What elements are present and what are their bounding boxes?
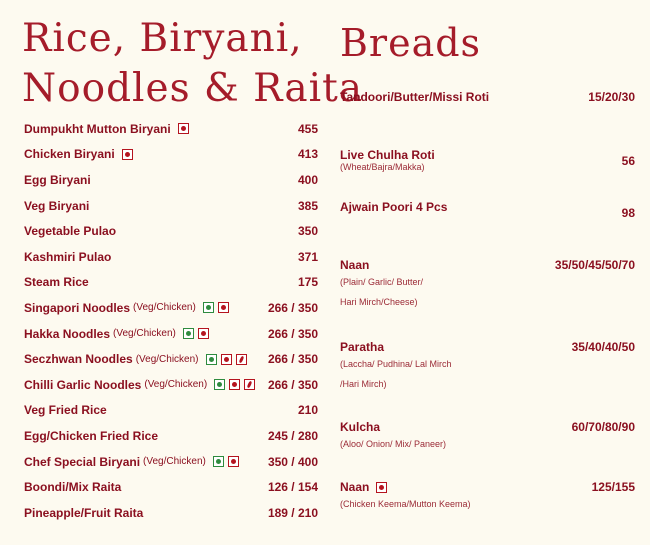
bread-item-name <box>340 148 635 162</box>
menu-item-name <box>24 403 107 417</box>
menu-item-price: 266 / 350 <box>267 326 318 341</box>
bread-item-price: 56 <box>621 154 635 168</box>
bread-item-label: Tandoori/Butter/Missi Roti <box>340 90 490 104</box>
menu-item-label: Pineapple/Fruit Raita <box>24 505 144 520</box>
veg-mark-icon <box>214 379 225 390</box>
nonveg-mark-icon <box>376 482 387 493</box>
menu-item-name <box>24 455 239 469</box>
bread-item-label: Live Chulha Roti <box>340 148 435 162</box>
menu-item-label: Veg Biryani <box>24 198 90 213</box>
rice-menu-list <box>0 116 330 526</box>
menu-item-price: 350 / 400 <box>267 454 318 469</box>
menu-item-name <box>24 480 121 494</box>
menu-item-name <box>24 352 247 366</box>
bread-item-label: Naan <box>340 480 370 494</box>
menu-item-name <box>24 224 116 238</box>
bread-item <box>340 90 635 104</box>
bread-item-description: (Chicken Keema/Mutton Keema) <box>340 499 471 509</box>
bread-item-label: Ajwain Poori 4 Pcs <box>340 200 448 214</box>
rice-title-line2: Noodles & Raita <box>22 66 364 111</box>
diet-marks <box>203 354 247 365</box>
menu-item-price: 400 <box>297 172 318 187</box>
nonveg-mark-icon <box>218 302 229 313</box>
menu-item-row <box>0 244 330 270</box>
bread-item-description: (Wheat/Bajra/Makka) <box>340 162 425 172</box>
bread-item-description: (Aloo/ Onion/ Mix/ Paneer) <box>340 439 447 449</box>
bread-item <box>340 258 635 312</box>
menu-item-name <box>24 506 143 520</box>
menu-item-row <box>0 295 330 321</box>
veg-mark-icon <box>183 328 194 339</box>
menu-item-row <box>0 116 330 142</box>
bread-item-description: Hari Mirch/Cheese) <box>340 297 418 307</box>
menu-item-label: Hakka Noodles <box>24 326 111 341</box>
menu-item-row <box>0 423 330 449</box>
bread-item-label: Paratha <box>340 340 385 354</box>
bread-item-description: (Laccha/ Pudhina/ Lal Mirch <box>340 359 452 369</box>
nonveg-mark-icon <box>229 379 240 390</box>
veg-mark-icon <box>206 354 217 365</box>
menu-item-price: 266 / 350 <box>267 377 318 392</box>
bread-item <box>340 340 635 394</box>
bread-item-label: Naan <box>340 258 370 272</box>
menu-item-name <box>24 301 229 315</box>
menu-item-variant: (Veg/Chicken) <box>133 302 196 314</box>
veg-mark-icon <box>203 302 214 313</box>
menu-item-row <box>0 372 330 398</box>
diet-marks <box>373 482 387 493</box>
nonveg-mark-icon <box>178 123 189 134</box>
nonveg-mark-icon <box>122 149 133 160</box>
bread-item-description: (Plain/ Garlic/ Butter/ <box>340 277 424 287</box>
menu-item-label: Chicken Biryani <box>24 147 115 162</box>
menu-item-variant: (Veg/Chicken) <box>144 379 208 391</box>
bread-item <box>340 420 635 454</box>
menu-item-row <box>0 474 330 500</box>
menu-item-name <box>24 275 89 289</box>
diet-marks <box>119 149 133 160</box>
veg-mark-icon <box>213 456 224 467</box>
menu-item-price: 175 <box>297 275 318 290</box>
rice-section-title <box>22 14 363 114</box>
menu-item-variant: (Veg/Chicken) <box>113 328 176 340</box>
diet-marks <box>210 456 239 467</box>
menu-item-name <box>24 250 111 264</box>
menu-item-price: 385 <box>297 198 318 213</box>
nonveg-mark-icon <box>198 328 209 339</box>
bread-item-price: 60/70/80/90 <box>571 420 635 434</box>
menu-item-name <box>24 147 133 161</box>
bread-item-price: 125/155 <box>591 480 635 494</box>
menu-item-label: Chilli Garlic Noodles <box>24 377 142 392</box>
bread-item <box>340 148 635 173</box>
menu-item-label: Seczhwan Noodles <box>24 352 133 367</box>
diet-marks <box>175 123 189 134</box>
menu-item-row <box>0 449 330 475</box>
menu-item-row <box>0 270 330 296</box>
menu-item-row <box>0 500 330 526</box>
menu-item-price: 210 <box>297 403 318 418</box>
menu-item-name <box>24 378 255 392</box>
bread-item <box>340 480 635 514</box>
bread-item-price: 15/20/30 <box>588 90 635 104</box>
menu-item-price: 350 <box>297 224 318 239</box>
nonveg-mark-icon <box>228 456 239 467</box>
menu-item-name <box>24 173 91 187</box>
menu-item-label: Kashmiri Pulao <box>24 249 112 264</box>
menu-item-price: 266 / 350 <box>267 352 318 367</box>
menu-item-variant: (Veg/Chicken) <box>143 456 206 468</box>
menu-item-name <box>24 122 189 136</box>
menu-item-price: 189 / 210 <box>267 505 318 520</box>
menu-item-label: Egg/Chicken Fried Rice <box>24 428 159 443</box>
menu-item-price: 371 <box>297 249 318 264</box>
breads-section-title: Breads <box>340 21 482 65</box>
bread-item-price: 98 <box>621 206 635 220</box>
diet-marks <box>200 302 229 313</box>
menu-item-variant: (Veg/Chicken) <box>135 353 199 365</box>
menu-item-price: 245 / 280 <box>267 428 318 443</box>
menu-item-name <box>24 429 158 443</box>
menu-item-label: Dumpukht Mutton Biryani <box>24 121 171 136</box>
menu-item-label: Singapori Noodles <box>24 300 131 315</box>
menu-item-label: Chef Special Biryani <box>24 454 141 469</box>
bread-item-price: 35/40/40/50 <box>571 340 635 354</box>
menu-item-row <box>0 167 330 193</box>
menu-item-label: Egg Biryani <box>24 172 91 187</box>
bread-item-label: Kulcha <box>340 420 381 434</box>
menu-item-row <box>0 321 330 347</box>
spicy-chili-icon <box>244 379 255 390</box>
menu-item-price: 413 <box>297 147 318 162</box>
menu-item-row <box>0 193 330 219</box>
spicy-chili-icon <box>236 354 247 365</box>
bread-item-description: /Hari Mirch) <box>340 379 387 389</box>
bread-item-name <box>340 200 635 214</box>
menu-item-price: 266 / 350 <box>267 300 318 315</box>
menu-item-row <box>0 346 330 372</box>
menu-item-name <box>24 199 89 213</box>
bread-item <box>340 200 635 220</box>
menu-item-row <box>0 398 330 424</box>
menu-item-price: 126 / 154 <box>267 480 318 495</box>
nonveg-mark-icon <box>221 354 232 365</box>
bread-item-price: 35/50/45/50/70 <box>554 258 635 272</box>
menu-item-price: 455 <box>297 121 318 136</box>
menu-item-row <box>0 142 330 168</box>
menu-item-label: Boondi/Mix Raita <box>24 480 122 495</box>
menu-item-label: Veg Fried Rice <box>24 403 107 418</box>
menu-item-row <box>0 218 330 244</box>
diet-marks <box>180 328 209 339</box>
rice-title-line1: Rice, Biryani, <box>22 16 303 61</box>
menu-item-name <box>24 327 209 341</box>
menu-item-label: Steam Rice <box>24 275 89 290</box>
diet-marks <box>211 379 255 390</box>
menu-item-label: Vegetable Pulao <box>24 224 117 239</box>
